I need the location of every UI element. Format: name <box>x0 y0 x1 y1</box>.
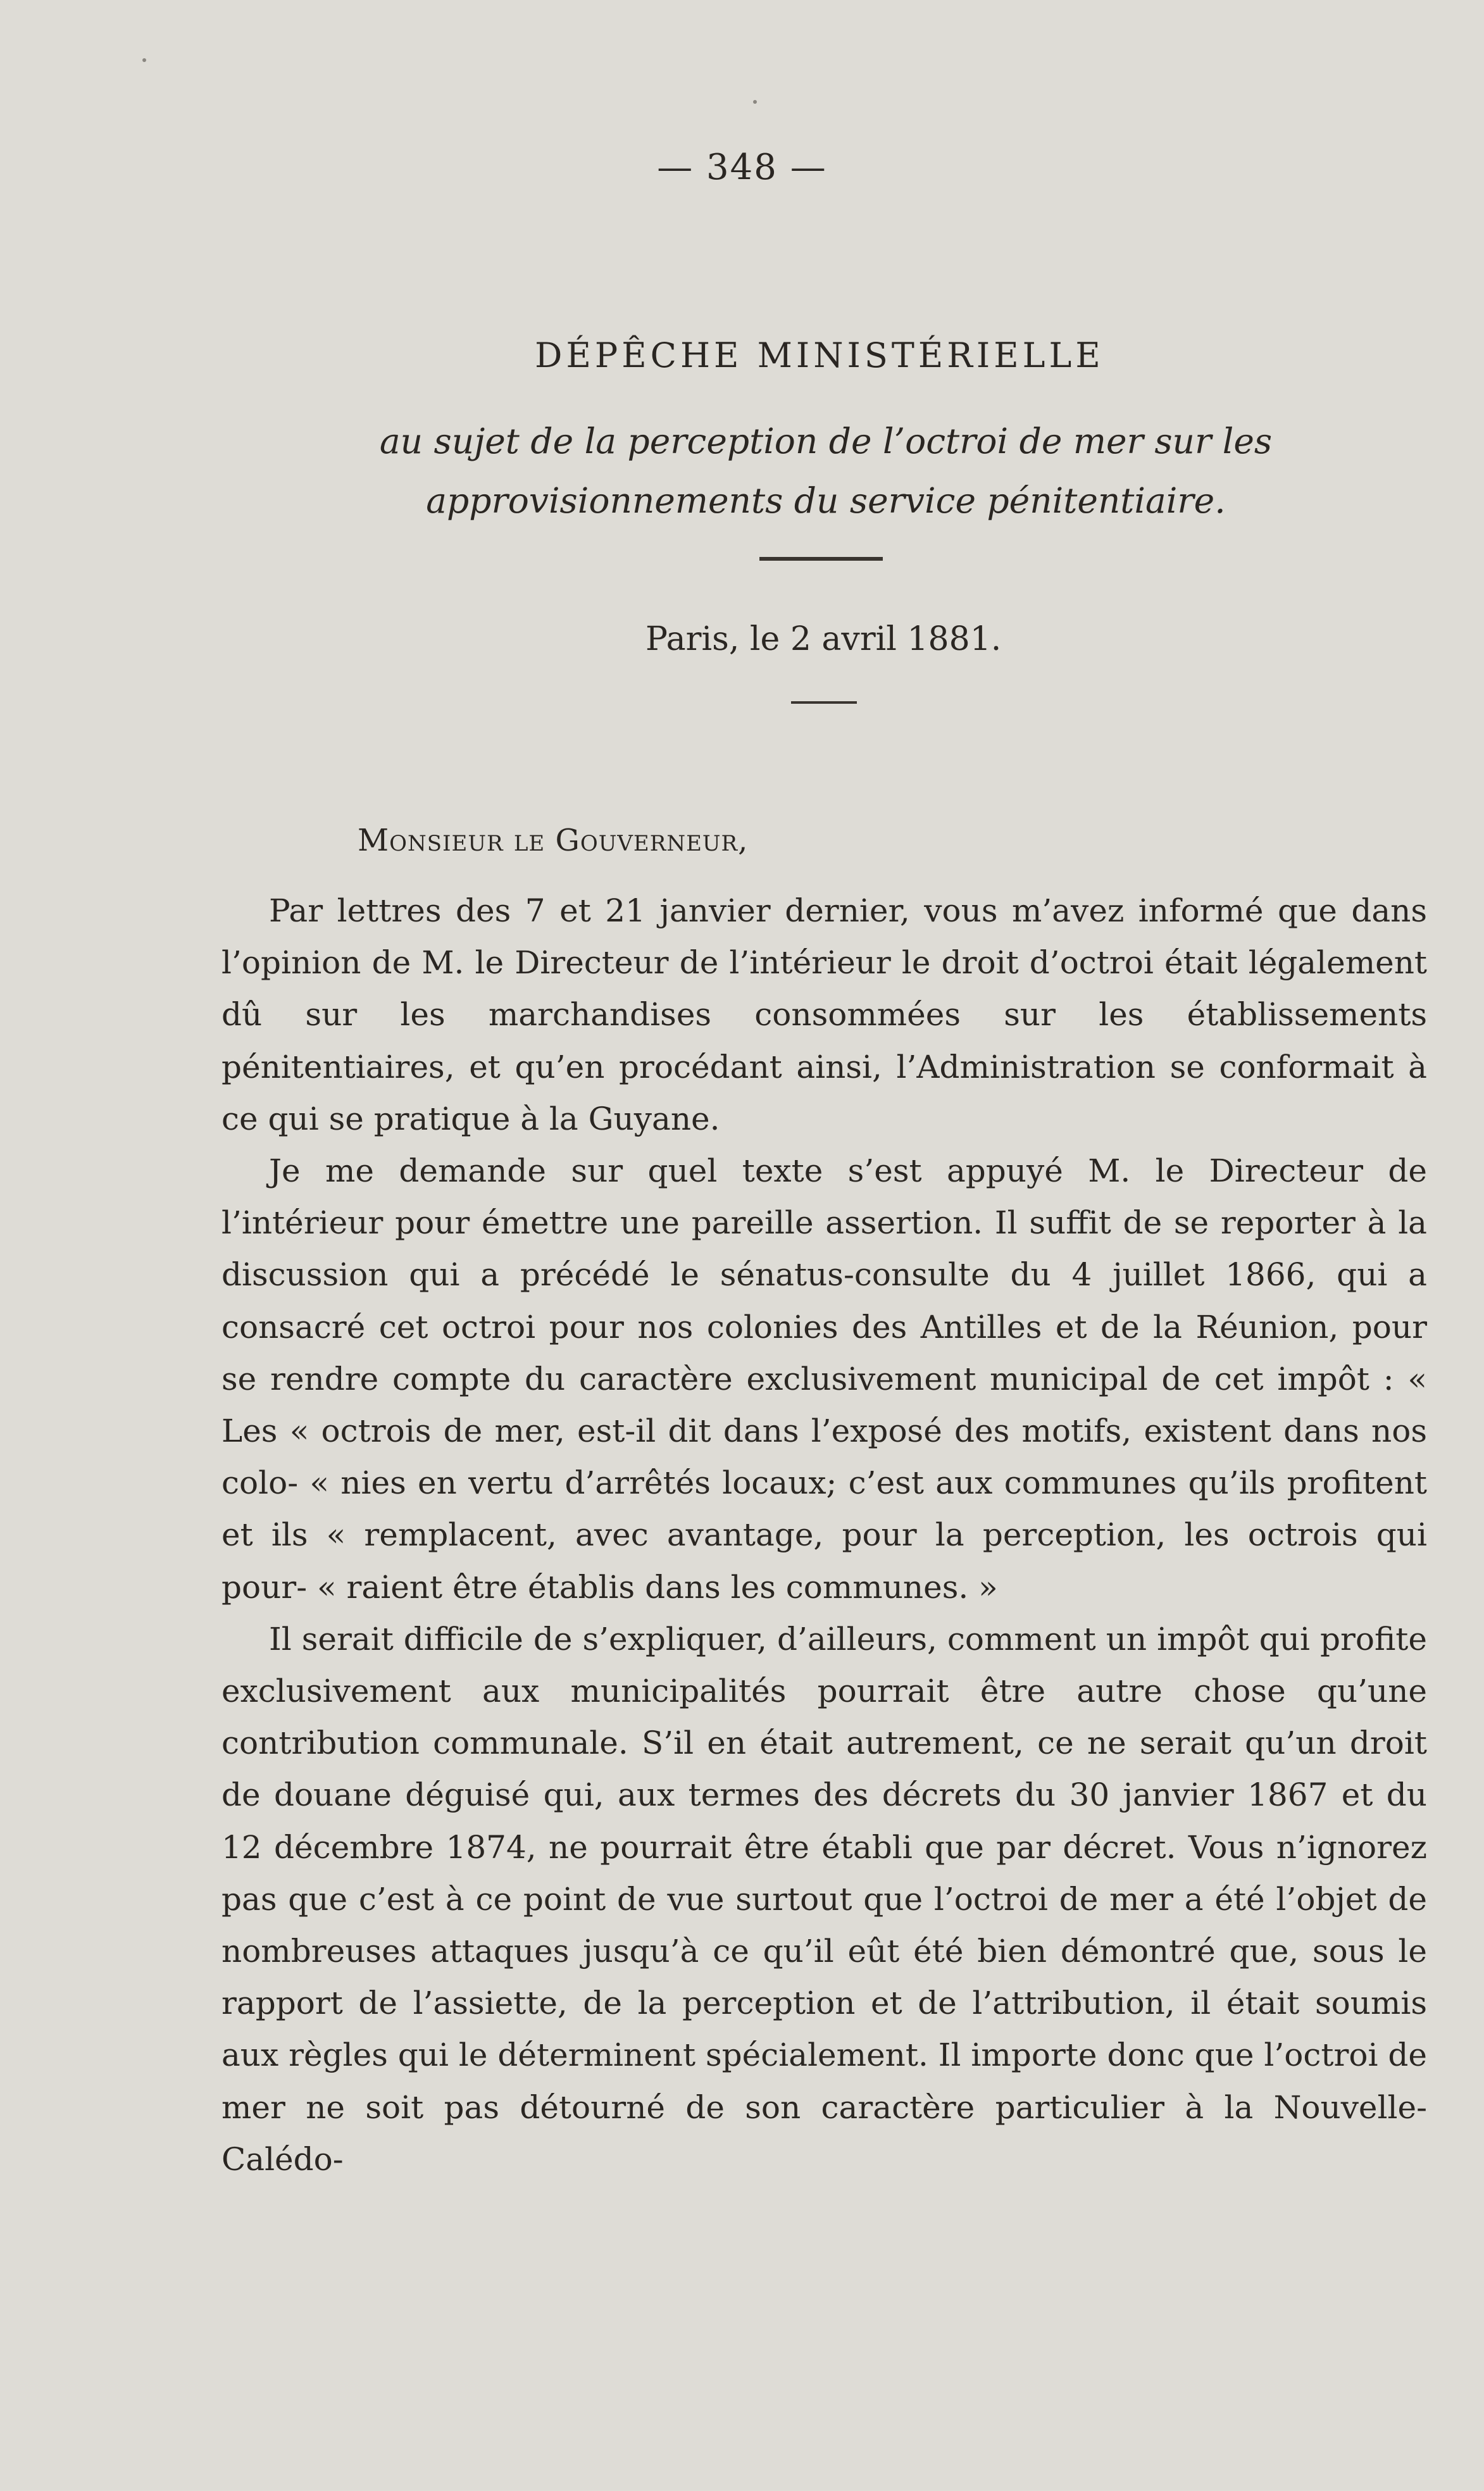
date-divider <box>791 701 857 704</box>
document-subtitle: au sujet de la perception de l’octroi de mer sur les approvisionnements du service pénitentiaire. <box>379 421 1273 521</box>
title-divider <box>759 557 883 561</box>
document-title: DÉPÊCHE MINISTÉRIELLE <box>535 335 1104 375</box>
dateline: Paris, le 2 avril 1881. <box>645 620 1002 658</box>
paragraph: Je me demande sur quel texte s’est appuyé M. le Directeur de l’intérieur pour émettre une pareille assertion. Il suffit de se reporter à la discussion qui a précédé le sénatus-consulte du 4 juillet 1866, qui a consacré cet octroi pour nos colonies des Antilles et de la Réunion, pour se rendre compte du caractère exclusivement municipal de cet impôt : « Les « octrois de mer, est-il dit dans l’exposé des motifs, existent dans nos colo- « nies en vertu d’arrêtés locaux; c’est aux communes qu’ils profitent et ils « remplacent, avec avantage, pour la perception, les octrois qui pour- « raient être établis dans les communes. » <box>221 1152 1427 1606</box>
paper-speck <box>142 58 146 62</box>
paper-speck <box>753 100 757 104</box>
salutation: Monsieur le Gouverneur, <box>358 823 749 858</box>
paragraph: Par lettres des 7 et 21 janvier dernier, vous m’avez informé que dans l’opinion de M. le Directeur de l’intérieur le droit d’octroi était légalement dû sur les marchandises consommées sur les établissements pénitentiaires, et qu’en procédant ainsi, l’Administration se conformait à ce qui se pratique à la Guyane. <box>221 892 1427 1137</box>
paragraph: Il serait difficile de s’expliquer, d’ailleurs, comment un impôt qui profite exclusivement aux municipalités pourrait être autre chose qu’une contribution communale. S’il en était autrement, ce ne serait qu’un droit de douane déguisé qui, aux termes des décrets du 30 janvier 1867 et du 12 décembre 1874, ne pourrait être établi que par décret. Vous n’ignorez pas que c’est à ce point de vue surtout que l’octroi de mer a été l’objet de nombreuses attaques jusqu’à ce qu’il eût été bien démontré que, sous le rapport de l’assiette, de la perception et de l’attribution, il était soumis aux règles qui le déterminent spécialement. Il importe donc que l’octroi de mer ne soit pas détourné de son caractère particulier à la Nouvelle-Calédo- <box>221 1620 1427 2178</box>
body-text <box>221 885 1427 2185</box>
page-number: — 348 — <box>657 147 827 188</box>
